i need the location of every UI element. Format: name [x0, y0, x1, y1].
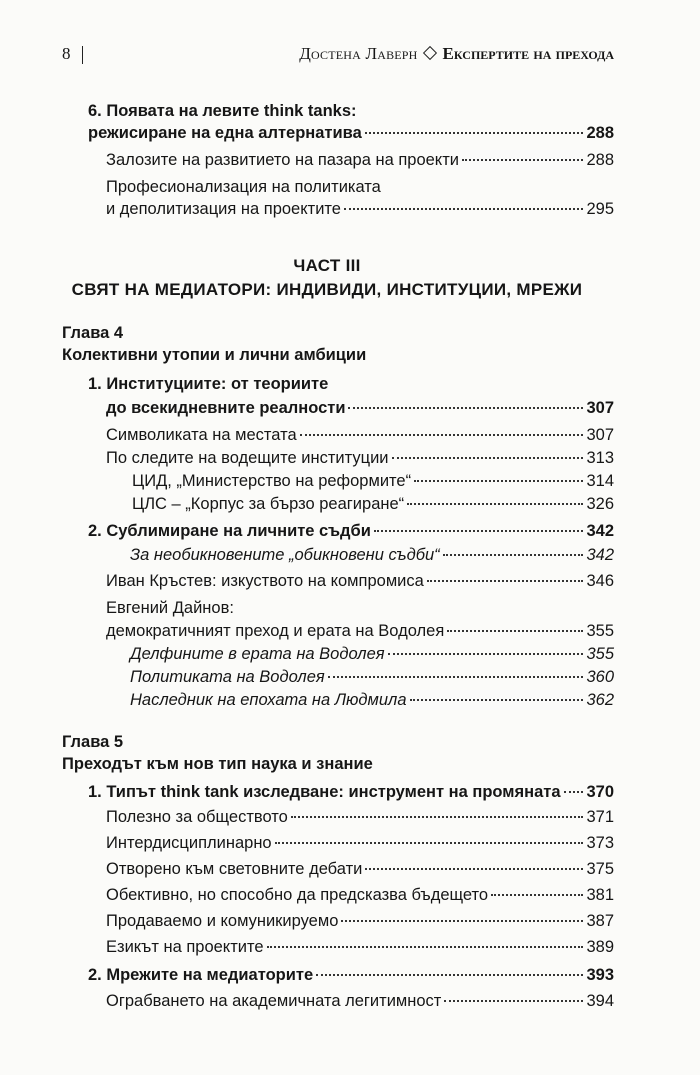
toc-page-number: 295	[586, 200, 614, 218]
toc-entry-text: Залозите на развитието на пазара на проекти	[106, 151, 459, 169]
leader-dots	[444, 1000, 583, 1002]
part-title: СВЯТ НА МЕДИАТОРИ: ИНДИВИДИ, ИНСТИТУЦИИ, МРЕЖИ	[71, 280, 583, 299]
toc-entry-interdisciplinary	[106, 832, 614, 854]
running-head	[62, 44, 614, 70]
toc-entry-text: Полезно за обществото	[106, 808, 288, 826]
toc-page-number: 370	[586, 783, 614, 801]
toc-entry-text: режисиране на една алтернатива	[88, 124, 362, 142]
toc-page-number: 355	[586, 622, 614, 640]
toc-page-number: 362	[586, 691, 614, 709]
toc-page-number: 393	[586, 966, 614, 984]
leader-dots	[328, 676, 584, 678]
toc-entry-text: Обективно, но способно да предсказва бъдещето	[106, 886, 489, 904]
toc-entry-useful	[106, 806, 614, 828]
toc-page-number: 387	[586, 912, 614, 930]
toc-entry-text: Ограбването на академичната легитимност	[106, 992, 442, 1010]
header-divider	[82, 46, 83, 64]
toc-entry-sellable	[106, 910, 614, 932]
toc-entry-text: За необикновените „обикновени съдби“	[130, 546, 440, 564]
toc-entry-aquarius-politics	[130, 666, 614, 688]
toc-entry-cls	[132, 493, 614, 515]
toc-entry-symbolism	[106, 424, 614, 446]
leader-dots	[341, 920, 583, 922]
toc-entry-krastev	[106, 570, 614, 592]
toc-page-number: 375	[586, 860, 614, 878]
part-label: ЧАСТ III	[293, 256, 361, 275]
toc-entry-text: ЦИД, „Министерство на реформите“	[132, 472, 412, 490]
leader-dots	[407, 503, 583, 505]
toc-entry-institutions-line1	[88, 373, 328, 395]
toc-entry-project-language	[106, 936, 614, 958]
toc-page-number: 394	[586, 992, 614, 1010]
leader-dots	[365, 132, 584, 134]
chapter-label-text: Глава 5	[62, 733, 124, 751]
toc-entry-project-market	[106, 149, 614, 171]
toc-entry-text: Продаваемо и комуникируемо	[106, 912, 339, 930]
toc-page-number: 342	[586, 522, 614, 540]
toc-entry-text: и деполитизация на проектите	[106, 200, 341, 218]
toc-entry-text: 6. Появата на левите think tanks:	[88, 102, 357, 120]
toc-entry-think-tank-research	[88, 781, 614, 803]
chapter-title-text: Колективни утопии и лични амбиции	[62, 346, 367, 364]
toc-entry-objective	[106, 884, 614, 906]
leader-dots	[374, 530, 584, 532]
toc-page-number: 313	[586, 449, 614, 467]
toc-entry-text: Делфините в ерата на Водолея	[130, 645, 385, 663]
toc-entry-section-6-line1	[88, 100, 357, 122]
toc-entry-sublimation	[88, 520, 614, 542]
toc-entry-text: Езикът на проектите	[106, 938, 264, 956]
book-title: Експертите на прехода	[442, 44, 614, 63]
toc-page-number: 307	[586, 426, 614, 444]
toc-page-number: 346	[586, 572, 614, 590]
leader-dots	[344, 208, 584, 210]
toc-entry-text: ЦЛС – „Корпус за бързо реагиране“	[132, 495, 405, 513]
toc-entry-ordinary-fates	[130, 544, 614, 566]
toc-entry-text: По следите на водещите институции	[106, 449, 389, 467]
leader-dots	[291, 816, 584, 818]
toc-entry-mediator-networks	[88, 964, 614, 986]
toc-entry-text: Професионализация на политиката	[106, 178, 381, 196]
leader-dots	[564, 791, 584, 793]
toc-entry-text: до всекидневните реалности	[106, 399, 346, 417]
toc-page-number: 371	[586, 808, 614, 826]
toc-entry-text: 2. Мрежите на медиаторите	[88, 966, 314, 984]
toc-entry-text: 1. Типът think tank изследване: инструмент на промяната	[88, 783, 561, 801]
chapter-title-text: Преходът към нов тип наука и знание	[62, 755, 373, 773]
chapter-4-label	[62, 322, 123, 344]
toc-entry-professionalization	[106, 198, 614, 220]
toc-entry-daynov-line1	[106, 597, 234, 619]
leader-dots	[443, 554, 584, 556]
toc-page-number: 288	[586, 151, 614, 169]
toc-page-number: 360	[586, 668, 614, 686]
chapter-5-title	[62, 753, 373, 775]
toc-entry-section-6	[88, 122, 614, 144]
leader-dots	[365, 868, 583, 870]
leader-dots	[392, 457, 584, 459]
toc-entry-professionalization-line1	[106, 176, 381, 198]
toc-entry-lyudmila	[130, 689, 614, 711]
running-title	[299, 44, 614, 64]
diamond-icon	[422, 46, 436, 60]
toc-entry-dolphins	[130, 643, 614, 665]
toc-entry-text: Символиката на местата	[106, 426, 297, 444]
chapter-5-label	[62, 731, 123, 753]
leader-dots	[388, 653, 584, 655]
toc-entry-institutions	[106, 397, 614, 419]
toc-entry-text: Отворено към световните дебати	[106, 860, 363, 878]
toc-page-number: 389	[586, 938, 614, 956]
chapter-4-title	[62, 344, 366, 366]
leader-dots	[348, 407, 583, 409]
toc-entry-text: 1. Институциите: от теориите	[88, 375, 329, 393]
toc-entry-academic-legitimacy	[106, 990, 614, 1012]
toc-entry-text: Иван Кръстев: изкуството на компромиса	[106, 572, 424, 590]
leader-dots	[427, 580, 584, 582]
page-number: 8	[62, 44, 71, 63]
toc-entry-text: Политиката на Водолея	[130, 668, 325, 686]
toc-entry-cid	[132, 470, 614, 492]
leader-dots	[491, 894, 583, 896]
leader-dots	[447, 630, 583, 632]
leader-dots	[267, 946, 584, 948]
leader-dots	[316, 974, 583, 976]
author-name: Достена Лаверн	[299, 44, 418, 63]
leader-dots	[410, 699, 584, 701]
toc-page-number: 373	[586, 834, 614, 852]
leader-dots	[275, 842, 584, 844]
leader-dots	[414, 480, 583, 482]
toc-page-number: 355	[586, 645, 614, 663]
toc-entry-daynov	[106, 620, 614, 642]
leader-dots	[300, 434, 584, 436]
toc-entry-open-to-debates	[106, 858, 614, 880]
toc-page-number: 326	[586, 495, 614, 513]
toc-page-number: 307	[586, 399, 614, 417]
toc-page-number: 314	[586, 472, 614, 490]
toc-entry-text: 2. Сублимиране на личните съдби	[88, 522, 371, 540]
toc-entry-text: Евгений Дайнов:	[106, 599, 234, 617]
toc-page-number: 288	[586, 124, 614, 142]
toc-page-number: 381	[586, 886, 614, 904]
toc-entry-leading-institutions	[106, 447, 614, 469]
toc-page-number: 342	[586, 546, 614, 564]
toc-entry-text: Интердисциплинарно	[106, 834, 272, 852]
toc-entry-text: Наследник на епохата на Людмила	[130, 691, 407, 709]
leader-dots	[462, 159, 583, 161]
chapter-label-text: Глава 4	[62, 324, 124, 342]
toc-entry-text: демократичният преход и ерата на Водолея	[106, 622, 445, 640]
